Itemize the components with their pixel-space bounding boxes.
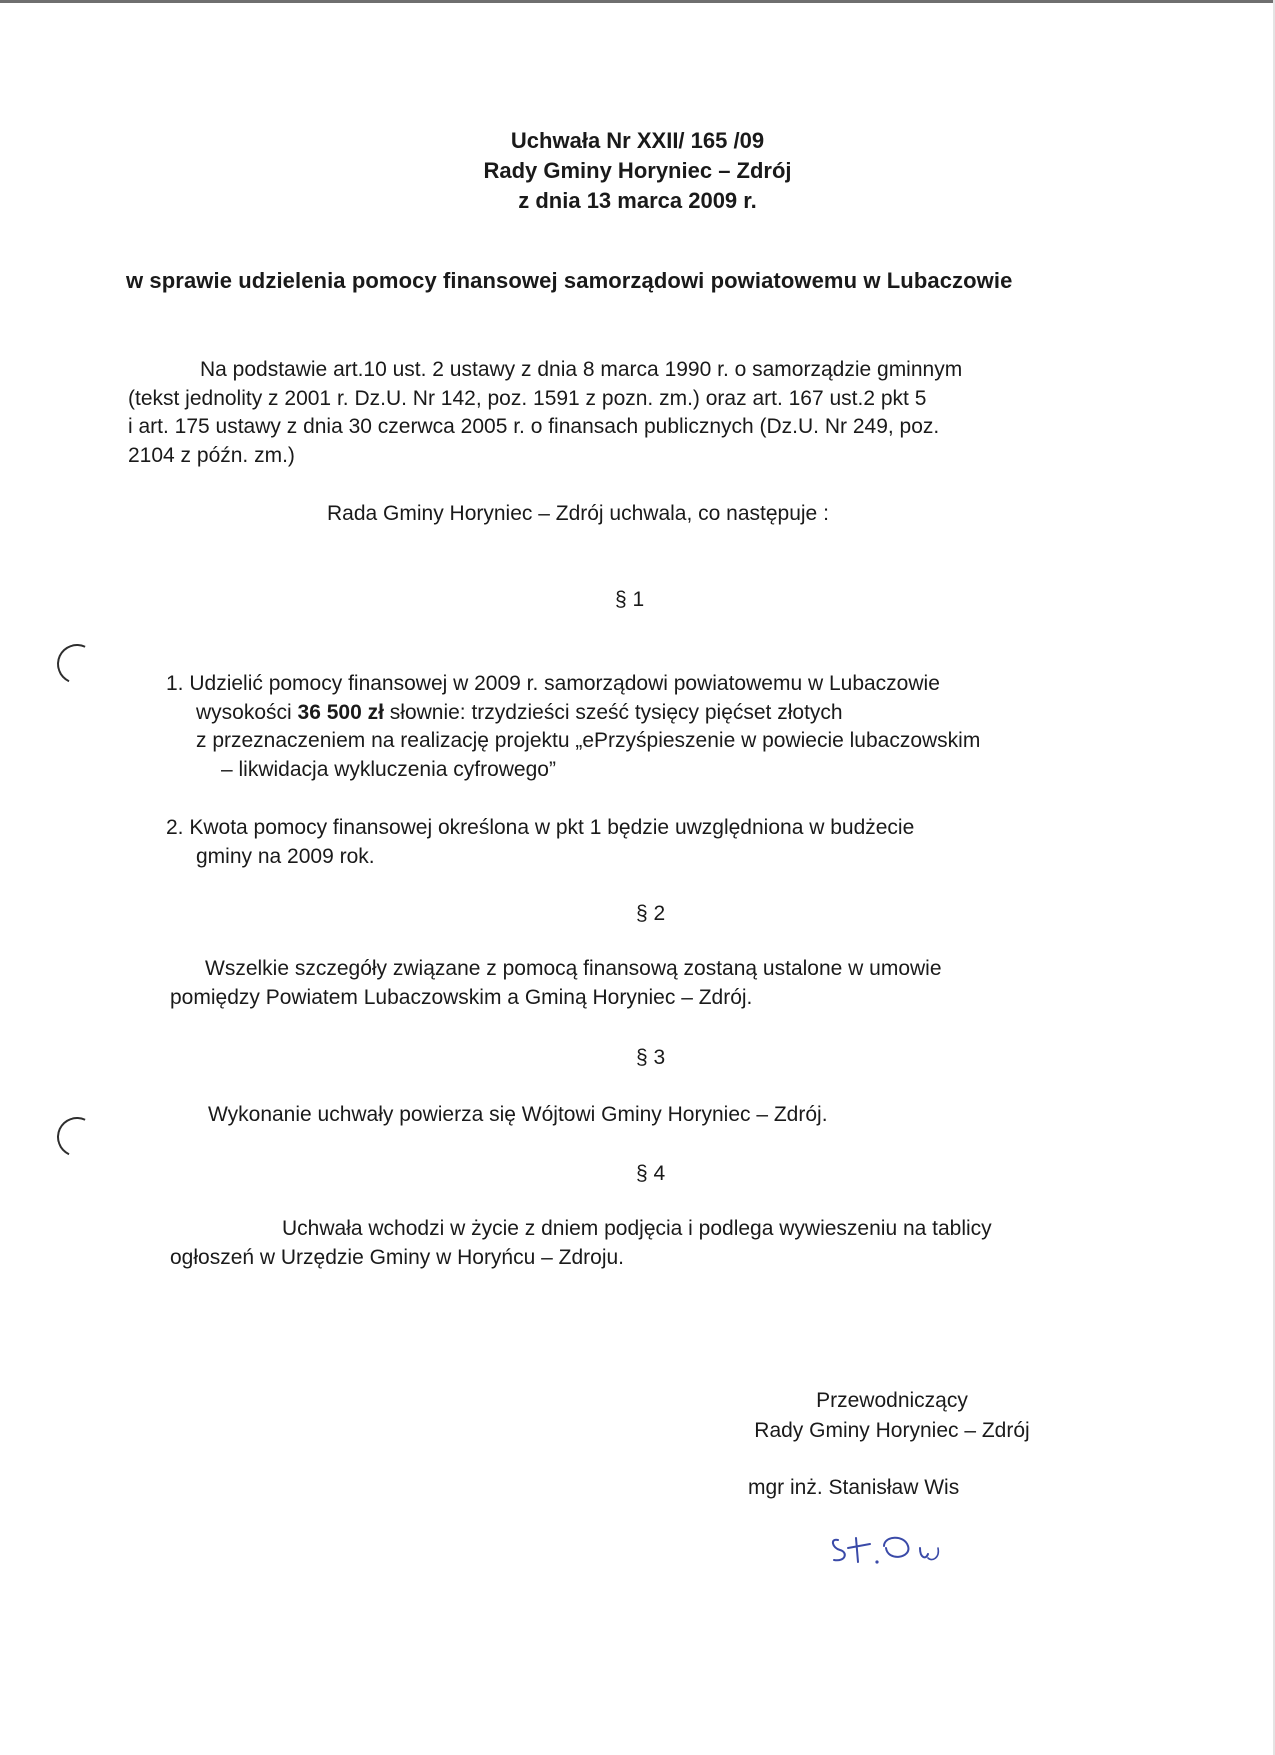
chairman-council: Rady Gminy Horyniec – Zdrój — [754, 1419, 1030, 1442]
punch-hole-bottom — [51, 1111, 102, 1162]
council-name: Rady Gminy Horyniec – Zdrój — [483, 158, 792, 183]
section-line: Wszelkie szczegóły związane z pomocą finansową zostaną ustalone w umowie — [205, 957, 942, 980]
section-3-mark: § 3 — [636, 1046, 666, 1069]
section-line: Uchwała wchodzi w życie z dniem podjęcia i podlega wywieszeniu na tablicy — [282, 1217, 992, 1240]
punch-hole-top — [51, 638, 102, 689]
section-2-text — [170, 955, 942, 1012]
item-line: gminy na 2009 rok. — [196, 844, 375, 868]
handwritten-signature — [828, 1518, 968, 1568]
chairman-title — [722, 1386, 1062, 1446]
resolution-header — [0, 126, 1275, 216]
legal-basis-line: Na podstawie art.10 ust. 2 ustawy z dnia 8 marca 1990 r. o samorządzie gminnym — [200, 358, 963, 381]
legal-basis — [128, 356, 962, 470]
resolves-clause: Rada Gminy Horyniec – Zdrój uchwala, co następuje : — [327, 502, 829, 525]
chairman-name: mgr inż. Stanisław Wis — [748, 1476, 960, 1499]
item-line — [166, 699, 980, 728]
item-line: 2. Kwota pomocy finansowej określona w pkt 1 będzie uwzględniona w budżecie — [166, 816, 915, 839]
scan-top-edge — [0, 0, 1275, 3]
amount-prefix: wysokości — [196, 700, 298, 724]
legal-basis-line: (tekst jednolity z 2001 r. Dz.U. Nr 142, poz. 1591 z pozn. zm.) oraz art. 167 ust.2 pkt 5 — [128, 386, 927, 410]
resolution-number: Uchwała Nr XXII/ 165 /09 — [510, 128, 765, 153]
item-line: z przeznaczeniem na realizację projektu „ePrzyśpieszenie w powiecie lubaczowskim — [196, 729, 981, 752]
section-2-mark: § 2 — [636, 902, 666, 925]
legal-basis-line: i art. 175 ustawy z dnia 30 czerwca 2005 r. o finansach publicznych (Dz.U. Nr 249, poz. — [128, 415, 940, 438]
item-line: – likwidacja wykluczenia cyfrowego” — [221, 757, 556, 781]
amount-words: słownie: trzydzieści sześć tysięcy pięćset złotych — [383, 700, 843, 724]
chairman-role: Przewodniczący — [816, 1389, 968, 1412]
amount-value: 36 500 zł — [297, 700, 384, 724]
resolution-date: z dnia 13 marca 2009 r. — [518, 188, 757, 213]
section-1-mark: § 1 — [615, 588, 645, 611]
resolution-subject: w sprawie udzielenia pomocy finansowej samorządowi powiatowemu w Lubaczowie — [126, 268, 1013, 293]
section-line: ogłoszeń w Urzędzie Gminy w Horyńcu – Zdroju. — [170, 1245, 625, 1269]
item-line: 1. Udzielić pomocy finansowej w 2009 r. samorządowi powiatowemu w Lubaczowie — [166, 672, 940, 695]
section-1-item-2 — [166, 814, 914, 871]
section-1-item-1 — [166, 670, 980, 784]
section-4-text — [170, 1215, 992, 1272]
section-4-mark: § 4 — [636, 1162, 666, 1185]
section-line: pomiędzy Powiatem Lubaczowskim a Gminą Horyniec – Zdrój. — [170, 985, 753, 1009]
section-3-text: Wykonanie uchwały powierza się Wójtowi Gminy Horyniec – Zdrój. — [208, 1103, 828, 1126]
legal-basis-line: 2104 z późn. zm.) — [128, 443, 295, 467]
